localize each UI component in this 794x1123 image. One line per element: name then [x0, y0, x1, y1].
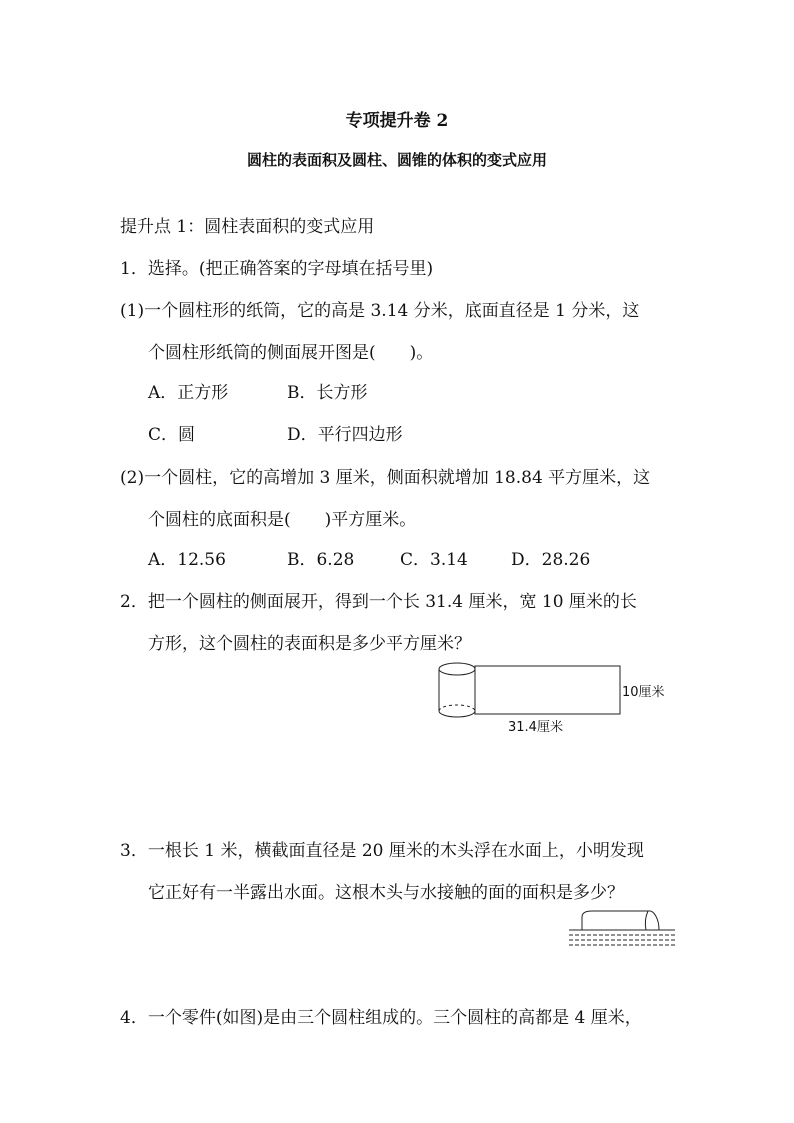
q2-line1: 2．把一个圆柱的侧面展开，得到一个长 31.4 厘米，宽 10 厘米的长: [120, 592, 637, 612]
q1-part2-option-d: D．28.26: [511, 550, 591, 570]
log-end-outer: [648, 911, 659, 930]
q3-line2: 它正好有一半露出水面。这根木头与水接触的面的面积是多少？: [148, 883, 624, 903]
q1-stem: 1．选择。(把正确答案的字母填在括号里): [120, 259, 434, 279]
q1-part1-line1: (1)一个圆柱形的纸筒，它的高是 3.14 分米，底面直径是 1 分米，这: [120, 301, 640, 321]
floating-log-figure: [566, 905, 678, 950]
q1-part1-line2: 个圆柱形纸筒的侧面展开图是( )。: [148, 343, 434, 363]
q4-line1: 4．一个零件(如图)是由三个圆柱组成的。三个圆柱的高都是 4 厘米，: [120, 1008, 642, 1028]
log-top-outline: [582, 911, 648, 930]
unfolded-rectangle: [475, 666, 620, 714]
q3-line1: 3．一根长 1 米，横截面直径是 20 厘米的木头浮在水面上，小明发现: [120, 841, 644, 861]
q1-part2-line1: (2)一个圆柱，它的高增加 3 厘米，侧面积就增加 18.84 平方厘米，这: [120, 468, 651, 488]
log-end-inner: [645, 911, 648, 930]
page-subtitle: 圆柱的表面积及圆柱、圆锥的体积的变式应用: [246, 151, 547, 169]
figure-width-label: 10厘米: [622, 685, 665, 700]
q2-line2: 方形，这个圆柱的表面积是多少平方厘米？: [148, 634, 471, 654]
figure-length-label: 31.4厘米: [508, 720, 563, 735]
page-title: 专项提升卷 2: [345, 111, 449, 131]
section-label: 提升点 1：圆柱表面积的变式应用: [120, 217, 375, 237]
cylinder-top-ellipse: [439, 663, 475, 675]
cylinder-bottom-front: [439, 711, 475, 717]
q1-part2-line2: 个圆柱的底面积是( )平方厘米。: [148, 510, 417, 530]
q1-part2-option-c: C．3.14: [400, 550, 468, 570]
q1-part2-option-a: A．12.56: [148, 550, 226, 570]
q1-part1-option-d: D．平行四边形: [287, 425, 403, 445]
q1-part2-option-b: B．6.28: [287, 550, 355, 570]
q1-part1-option-b: B．长方形: [287, 383, 368, 403]
cylinder-bottom-back: [439, 705, 475, 711]
q1-part1-option-a: A．正方形: [148, 383, 229, 403]
q1-part1-option-c: C．圆: [148, 425, 196, 445]
cylinder-unfold-figure: [432, 658, 684, 740]
